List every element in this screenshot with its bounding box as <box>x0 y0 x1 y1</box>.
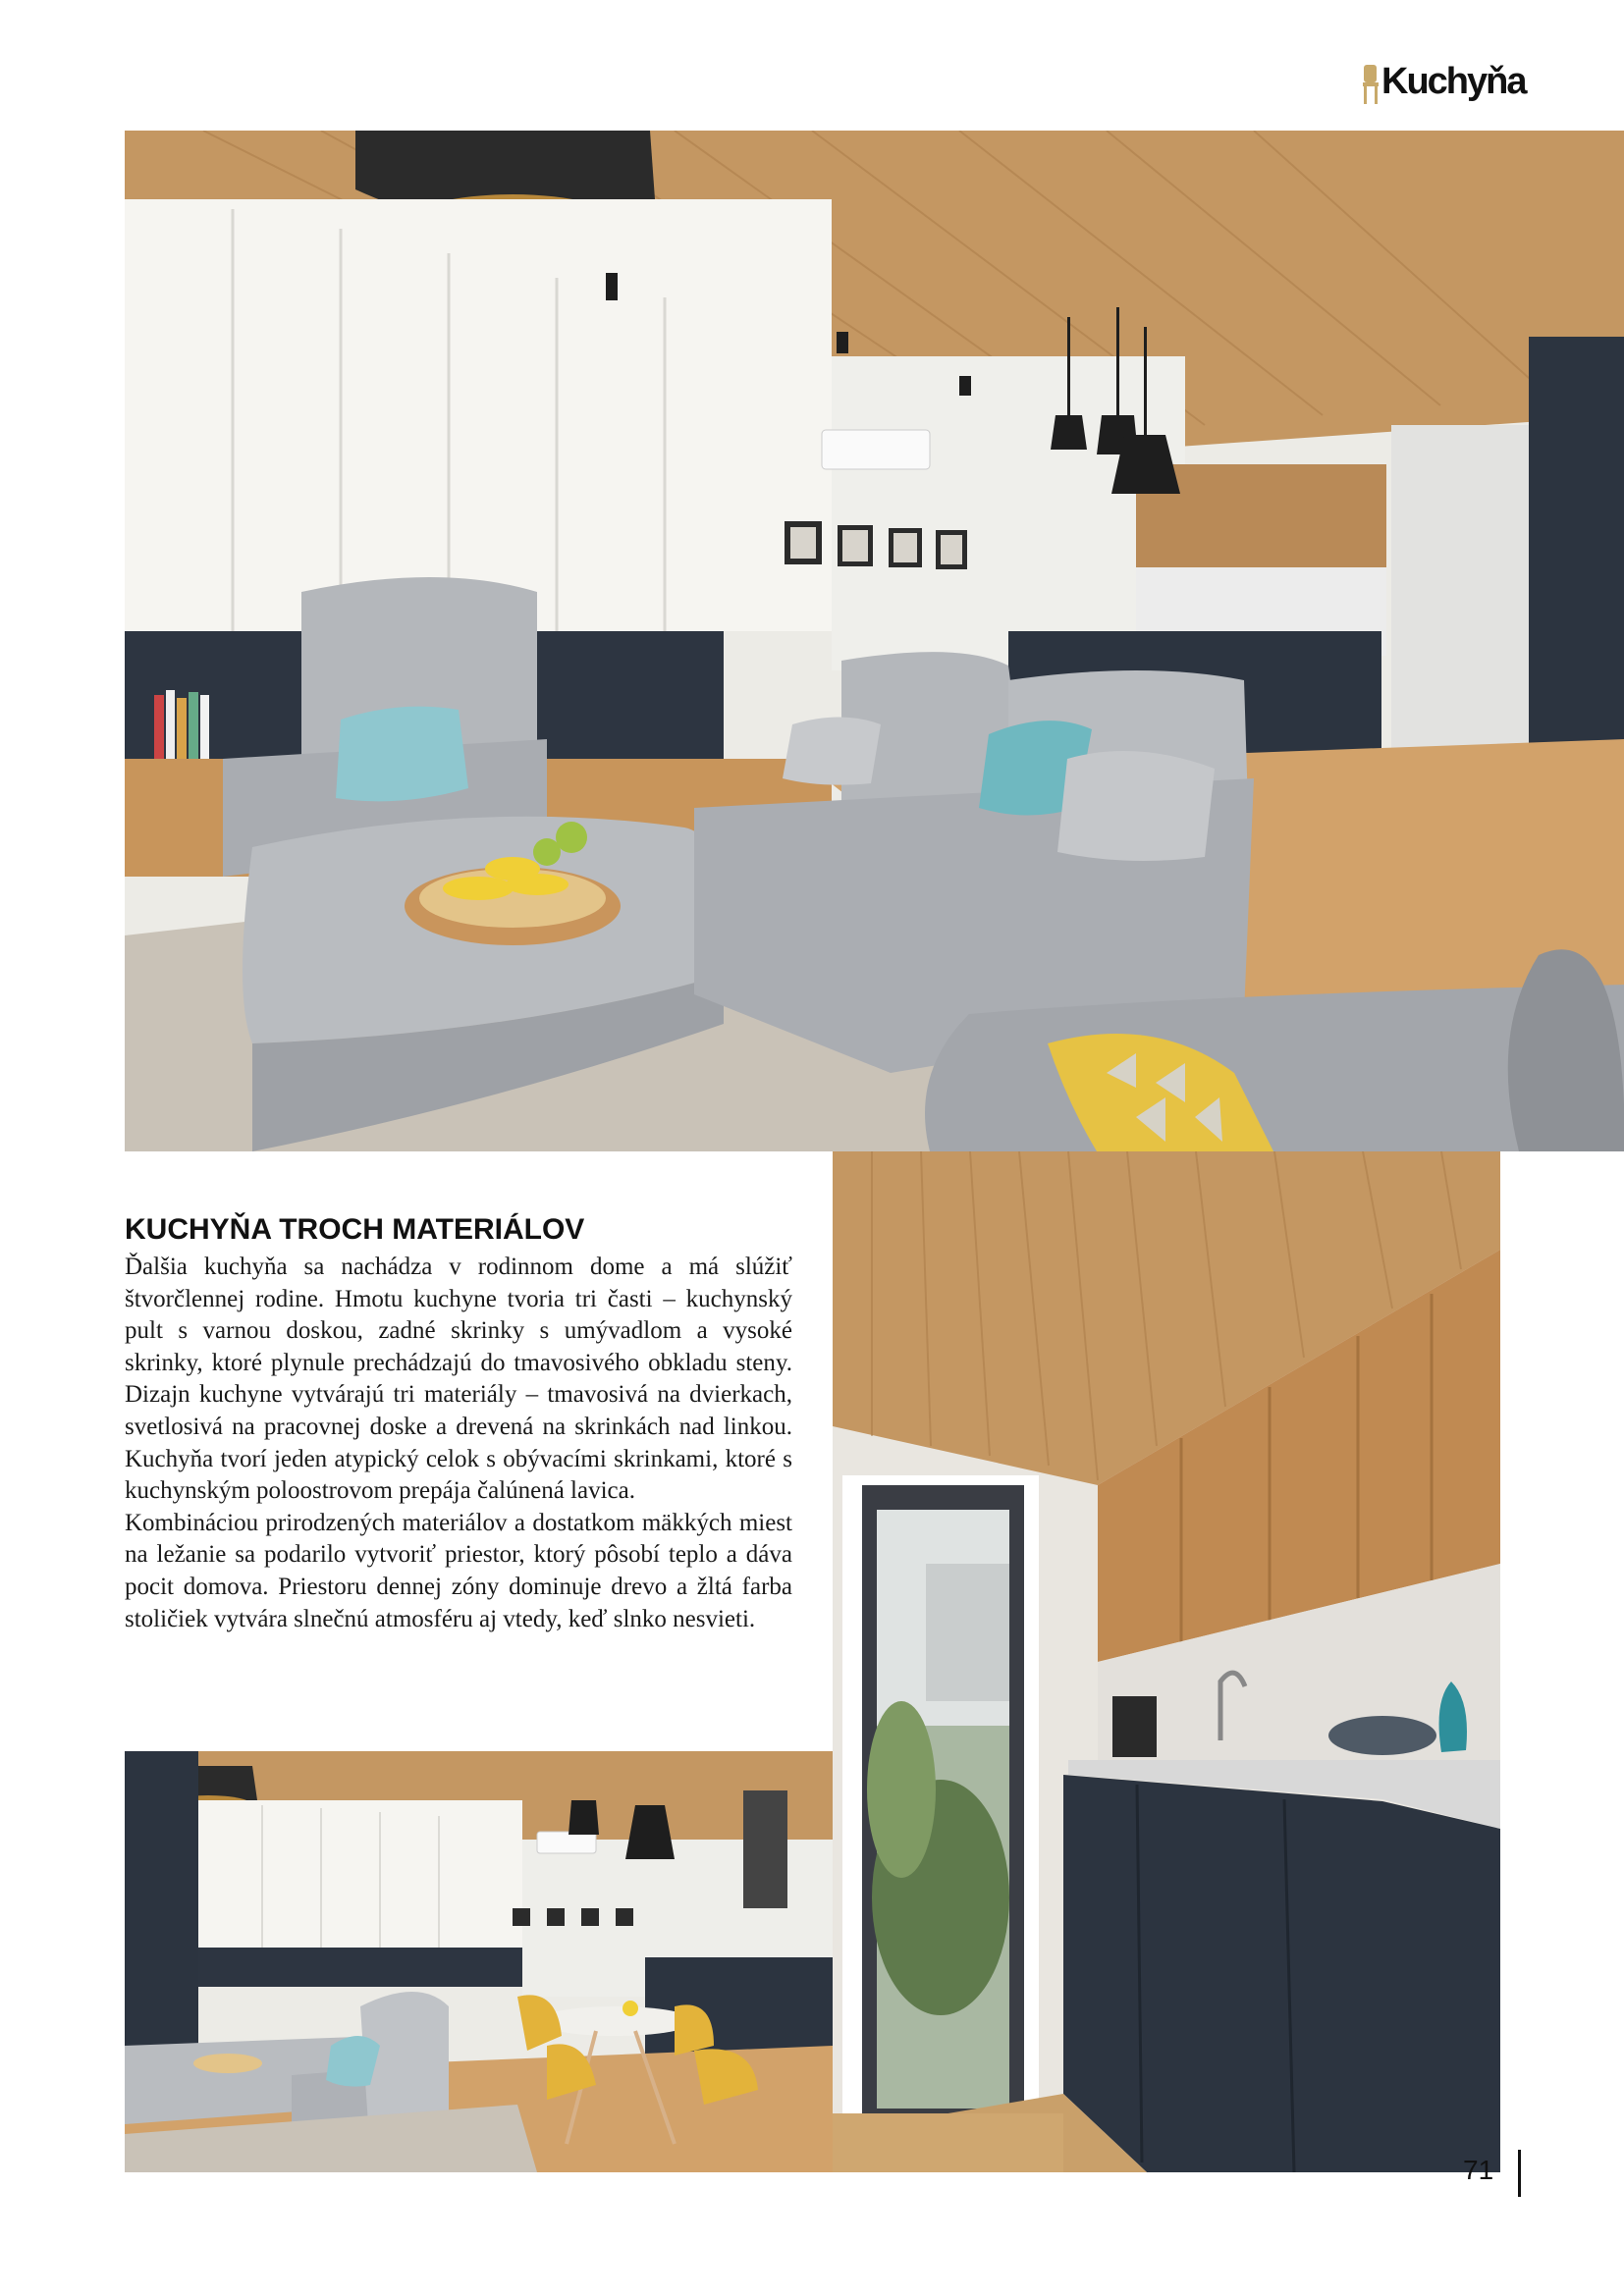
article-body <box>125 1252 792 1635</box>
magazine-logo <box>1360 59 1527 108</box>
page-number: 71 <box>1463 2155 1494 2185</box>
chair-icon <box>1360 59 1381 108</box>
article-title: KUCHYŇA TROCH MATERIÁLOV <box>125 1213 585 1246</box>
article-paragraph: Kombináciou prirodzených materiálov a dostatkom mäkkých miest na ležanie sa podarilo vytvoriť priestor, ktorý pôsobí teplo a dáva pocit domova. Priestoru dennej zóny dominuje drevo a žltá farba stoličiek vytvára slnečnú atmosféru aj vtedy, keď slnko nesvieti. <box>125 1509 792 1632</box>
living-room-photo <box>125 131 1624 1151</box>
article-paragraph: Ďalšia kuchyňa sa nachádza v rodinnom dome a má slúžiť štvorčlennej rodine. Hmotu kuchyne tvoria tri časti – kuchynský pult s varnou doskou, zadné skrinky s umývadlom a vysoké skrinky, ktoré plynule prechádzajú do tmavosivého obkladu steny. Dizajn kuchyne vytvárajú tri materiály – tmavosivá na dvierkach, svetlosivá na pracovnej doske a drevená na skrinkách nad linkou. Kuchyňa tvorí jeden atypický celok s obývacími skrinkami, ktoré s kuchynským poloostrovom prepája čalúnená lavica. <box>125 1254 792 1505</box>
dining-area-photo <box>125 1751 833 2172</box>
kitchen-photo <box>833 1151 1500 2172</box>
page-number-divider <box>1518 2150 1521 2197</box>
logo-text: Kuchyňa <box>1381 61 1526 102</box>
